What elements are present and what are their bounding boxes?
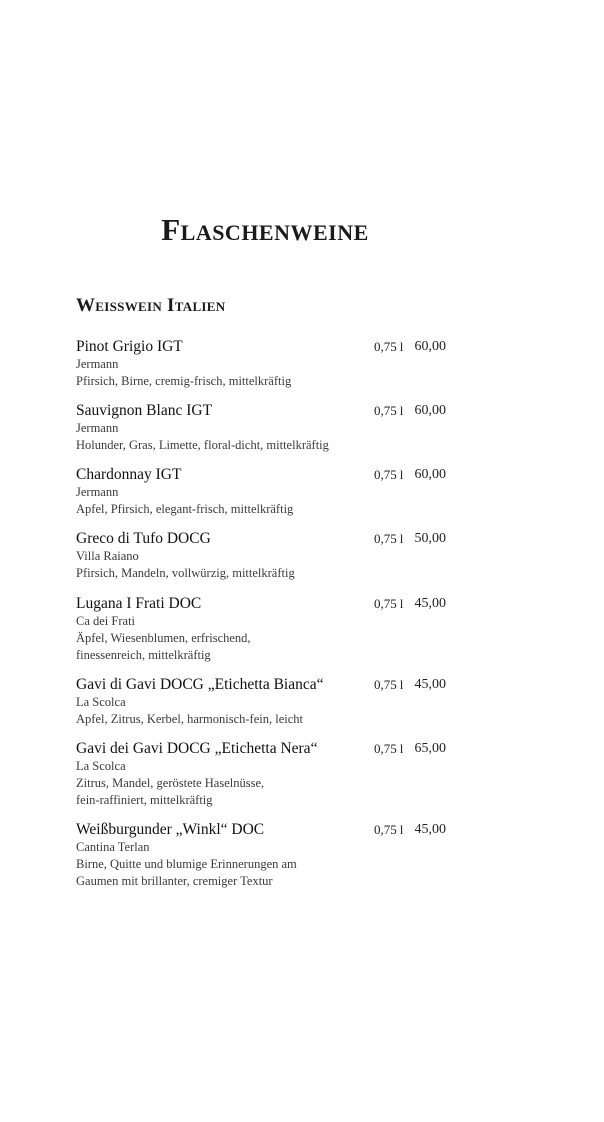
wine-entry (76, 821, 448, 890)
wine-description: Zitrus, Mandel, geröstete Haselnüsse, (76, 776, 265, 790)
unit-label: l (399, 467, 404, 482)
wine-description: Apfel, Zitrus, Kerbel, harmonisch-fein, leicht (76, 712, 304, 726)
wine-price: 65,00 (414, 741, 446, 756)
wine-description: Gaumen mit brillanter, cremiger Textur (76, 874, 273, 888)
wine-entry (76, 676, 448, 728)
wine-name: Gavi di Gavi DOCG „Etichetta Bianca“ (76, 676, 324, 693)
wine-volume: 0,75 (374, 531, 397, 546)
wine-name: Sauvignon Blanc IGT (76, 402, 213, 419)
wine-price: 50,00 (414, 531, 446, 546)
wine-price: 45,00 (414, 596, 446, 611)
wine-price: 60,00 (414, 403, 446, 418)
wine-volume: 0,75 (374, 403, 397, 418)
wine-name: Weißburgunder „Winkl“ DOC (76, 821, 265, 838)
price-row (374, 466, 446, 484)
price-row (374, 530, 446, 548)
wine-name: Lugana I Frati DOC (76, 595, 202, 612)
wine-producer: Cantina Terlan (76, 840, 150, 854)
price-row (374, 595, 446, 613)
wine-producer: Jermann (76, 357, 119, 371)
page-title: Flaschenweine (161, 212, 369, 247)
wine-producer: La Scolca (76, 759, 126, 773)
wine-description: Pfirsich, Birne, cremig-frisch, mittelkräftig (76, 374, 292, 388)
wine-price: 45,00 (414, 677, 446, 692)
section-heading: Weisswein Italien (76, 295, 226, 316)
wine-name: Pinot Grigio IGT (76, 338, 183, 355)
wine-entry (76, 595, 448, 664)
wine-entry (76, 402, 448, 454)
wine-description: Äpfel, Wiesenblumen, erfrischend, (76, 631, 251, 645)
price-row (374, 740, 446, 758)
unit-label: l (399, 741, 404, 756)
wine-price: 45,00 (414, 822, 446, 837)
wine-volume: 0,75 (374, 596, 397, 611)
wine-producer: Jermann (76, 421, 119, 435)
wine-price: 60,00 (414, 467, 446, 482)
wine-volume: 0,75 (374, 467, 397, 482)
wine-producer: Jermann (76, 485, 119, 499)
wine-description: Birne, Quitte und blumige Erinnerungen am (76, 857, 297, 871)
wine-entry (76, 466, 448, 518)
wine-entry (76, 530, 448, 582)
wine-description: Apfel, Pfirsich, elegant-frisch, mittelkräftig (76, 502, 294, 516)
price-row (374, 402, 446, 420)
price-row (374, 338, 446, 356)
wine-volume: 0,75 (374, 822, 397, 837)
unit-label: l (399, 531, 404, 546)
wine-producer: Villa Raiano (76, 549, 139, 563)
wine-name: Chardonnay IGT (76, 466, 182, 483)
unit-label: l (399, 403, 404, 418)
wine-entry (76, 740, 448, 809)
wine-name: Greco di Tufo DOCG (76, 530, 211, 547)
wine-producer: La Scolca (76, 695, 126, 709)
wine-name: Gavi dei Gavi DOCG „Etichetta Nera“ (76, 740, 318, 757)
wine-volume: 0,75 (374, 677, 397, 692)
unit-label: l (399, 339, 404, 354)
wine-price: 60,00 (414, 339, 446, 354)
unit-label: l (399, 677, 404, 692)
unit-label: l (399, 822, 404, 837)
wine-volume: 0,75 (374, 741, 397, 756)
wine-description: Holunder, Gras, Limette, floral-dicht, mittelkräftig (76, 438, 329, 452)
wine-description: fein-raffiniert, mittelkräftig (76, 793, 213, 807)
wine-producer: Ca dei Frati (76, 614, 136, 628)
wine-volume: 0,75 (374, 339, 397, 354)
wine-entry (76, 338, 448, 390)
price-row (374, 676, 446, 694)
unit-label: l (399, 596, 404, 611)
wine-description: finessenreich, mittelkräftig (76, 648, 211, 662)
wine-description: Pfirsich, Mandeln, vollwürzig, mittelkräftig (76, 566, 295, 580)
price-row (374, 821, 446, 839)
